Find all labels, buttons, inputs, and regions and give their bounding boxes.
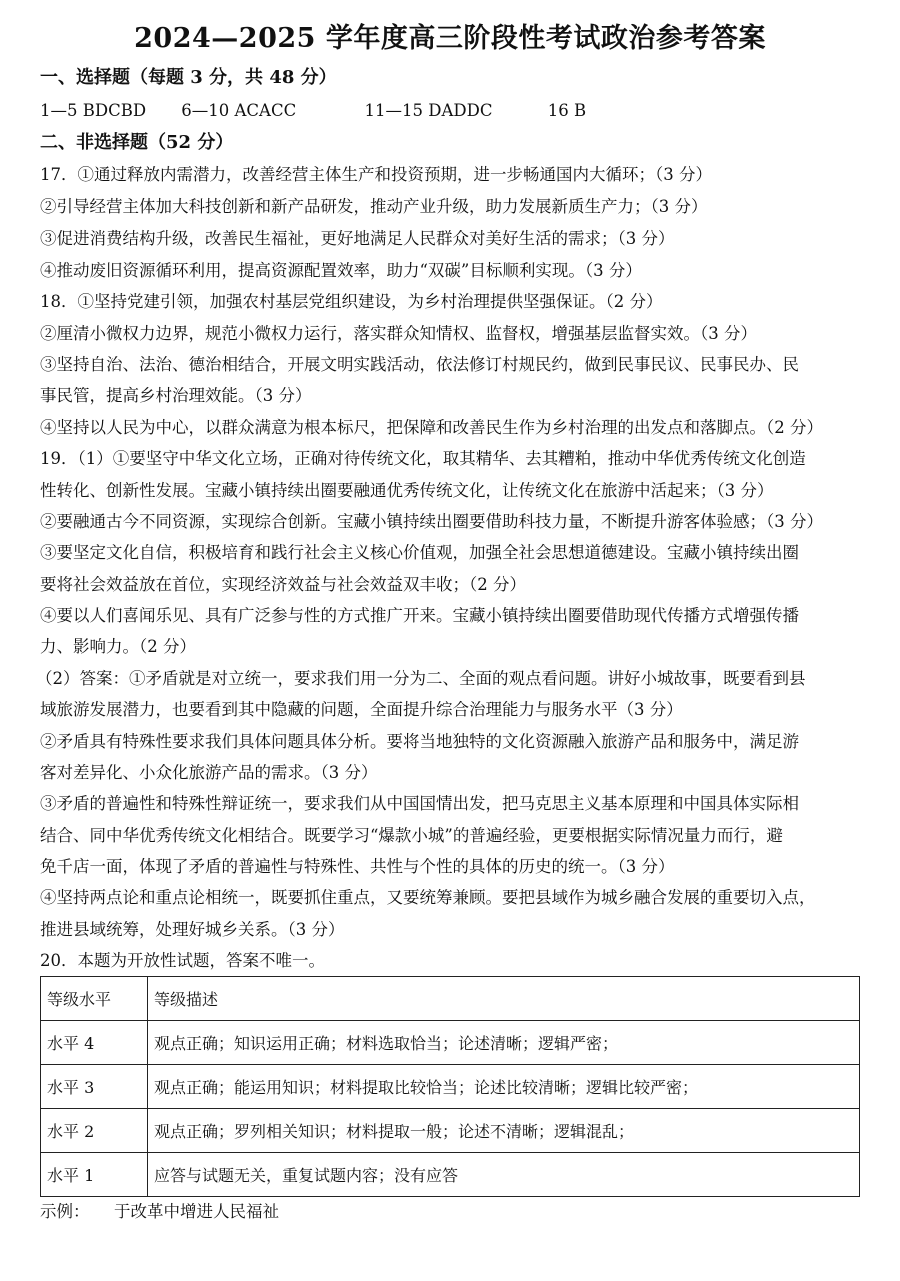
table-row: [41, 1109, 860, 1153]
text-line: 20．本题为开放性试题，答案不唯一。: [40, 951, 325, 970]
text-line: （2）答案：①矛盾就是对立统一，要求我们用一分为二、全面的观点看问题。讲好小城故事，既要看到县: [36, 669, 806, 688]
text-line: 域旅游发展潜力，也要看到其中隐藏的问题，全面提升综合治理能力与服务水平（3 分）: [40, 700, 683, 719]
answer-group-4: 16 B: [547, 101, 587, 120]
page-title: 2024—2025 学年度高三阶段性考试政治参考答案: [134, 23, 766, 54]
grade-table: [40, 976, 860, 1197]
text-line: ④推动废旧资源循环利用，提高资源配置效率，助力“双碳”目标顺利实现。（3 分）: [40, 261, 642, 280]
text-line: 要将社会效益放在首位，实现经济效益与社会效益双丰收；（2 分）: [40, 575, 526, 594]
grade-desc-cell: 观点正确；能运用知识；材料提取比较恰当；论述比较清晰；逻辑比较严密；: [148, 1065, 860, 1109]
table-header-cell: 等级描述: [148, 977, 860, 1021]
text-line: ②要融通古今不同资源，实现综合创新。宝藏小镇持续出圈要借助科技力量，不断提升游客体验感；（3 分）: [40, 512, 823, 531]
text-line: ④要以人们喜闻乐见、具有广泛参与性的方式推广开来。宝藏小镇持续出圈要借助现代传播方式增强传播: [40, 606, 799, 625]
example-label: 示例：: [40, 1202, 90, 1221]
text-line: 推进县域统筹，处理好城乡关系。（3 分）: [40, 920, 345, 939]
grade-desc-cell: 观点正确；知识运用正确；材料选取恰当；论述清晰；逻辑严密；: [148, 1021, 860, 1065]
choice-answers: [40, 99, 586, 123]
text-line: 性转化、创新性发展。宝藏小镇持续出圈要融通优秀传统文化，让传统文化在旅游中活起来；（3 分）: [40, 481, 774, 500]
answer-group-1: 1—5 BDCBD: [40, 101, 147, 120]
text-line: ③促进消费结构升级，改善民生福祉，更好地满足人民群众对美好生活的需求；（3 分）: [40, 229, 675, 248]
text-line: 18．①坚持党建引领，加强农村基层党组织建设，为乡村治理提供坚强保证。（2 分）: [40, 292, 663, 311]
grade-level-cell: 水平 2: [41, 1109, 148, 1153]
table-row: [41, 1065, 860, 1109]
text-line: ②引导经营主体加大科技创新和新产品研发，推动产业升级，助力发展新质生产力；（3 分）: [40, 197, 708, 216]
example-line: [40, 1198, 279, 1222]
grade-desc-cell: 应答与试题无关，重复试题内容；没有应答: [148, 1153, 860, 1197]
grade-level-cell: 水平 1: [41, 1153, 148, 1197]
text-line: ②矛盾具有特殊性要求我们具体问题具体分析。要将当地独特的文化资源融入旅游产品和服务中，满足游: [40, 732, 799, 751]
grade-level-cell: 水平 4: [41, 1021, 148, 1065]
text-line: 事民管，提高乡村治理效能。（3 分）: [40, 386, 312, 405]
table-header-cell: 等级水平: [41, 977, 148, 1021]
text-line: 力、影响力。（2 分）: [40, 637, 196, 656]
text-line: 结合、同中华优秀传统文化相结合。既要学习“爆款小城”的普遍经验，更要根据实际情况量力而行，避: [40, 826, 783, 845]
grade-desc-cell: 观点正确；罗列相关知识；材料提取一般；论述不清晰；逻辑混乱；: [148, 1109, 860, 1153]
text-line: 17．①通过释放内需潜力，改善经营主体生产和投资预期，进一步畅通国内大循环；（3 分）: [40, 165, 712, 184]
answer-group-2: 6—10 ACACC: [181, 101, 297, 120]
table-header-row: [41, 977, 860, 1021]
text-line: ②厘清小微权力边界，规范小微权力运行，落实群众知情权、监督权，增强基层监督实效。（3 分）: [40, 324, 757, 343]
text-line: ③矛盾的普遍性和特殊性辩证统一，要求我们从中国国情出发，把马克思主义基本原理和中国具体实际相: [40, 794, 799, 813]
text-line: 19．（1）①要坚守中华文化立场，正确对待传统文化，取其精华、去其糟粕，推动中华优秀传统文化创造: [40, 449, 806, 468]
text-line: ④坚持以人民为中心，以群众满意为根本标尺，把保障和改善民生作为乡村治理的出发点和落脚点。（2 分）: [40, 418, 823, 437]
section2-heading: 二、非选择题（52 分）: [40, 132, 234, 153]
text-line: 客对差异化、小众化旅游产品的需求。（3 分）: [40, 763, 378, 782]
text-line: ③坚持自治、法治、德治相结合，开展文明实践活动，依法修订村规民约，做到民事民议、民事民办、民: [40, 355, 799, 374]
section1-heading: 一、选择题（每题 3 分，共 48 分）: [40, 67, 337, 88]
text-line: 免千店一面，体现了矛盾的普遍性与特殊性、共性与个性的具体的历史的统一。（3 分）: [40, 857, 675, 876]
grade-level-cell: 水平 3: [41, 1065, 148, 1109]
answer-group-3: 11—15 DADDC: [364, 101, 493, 120]
text-line: ③要坚定文化自信，积极培育和践行社会主义核心价值观，加强全社会思想道德建设。宝藏小镇持续出圈: [40, 543, 799, 562]
text-line: ④坚持两点论和重点论相统一，既要抓住重点，又要统筹兼顾。要把县域作为城乡融合发展的重要切入点，: [40, 888, 816, 907]
example-text: 于改革中增进人民福祉: [114, 1202, 279, 1221]
table-row: [41, 1021, 860, 1065]
table-row: [41, 1153, 860, 1197]
